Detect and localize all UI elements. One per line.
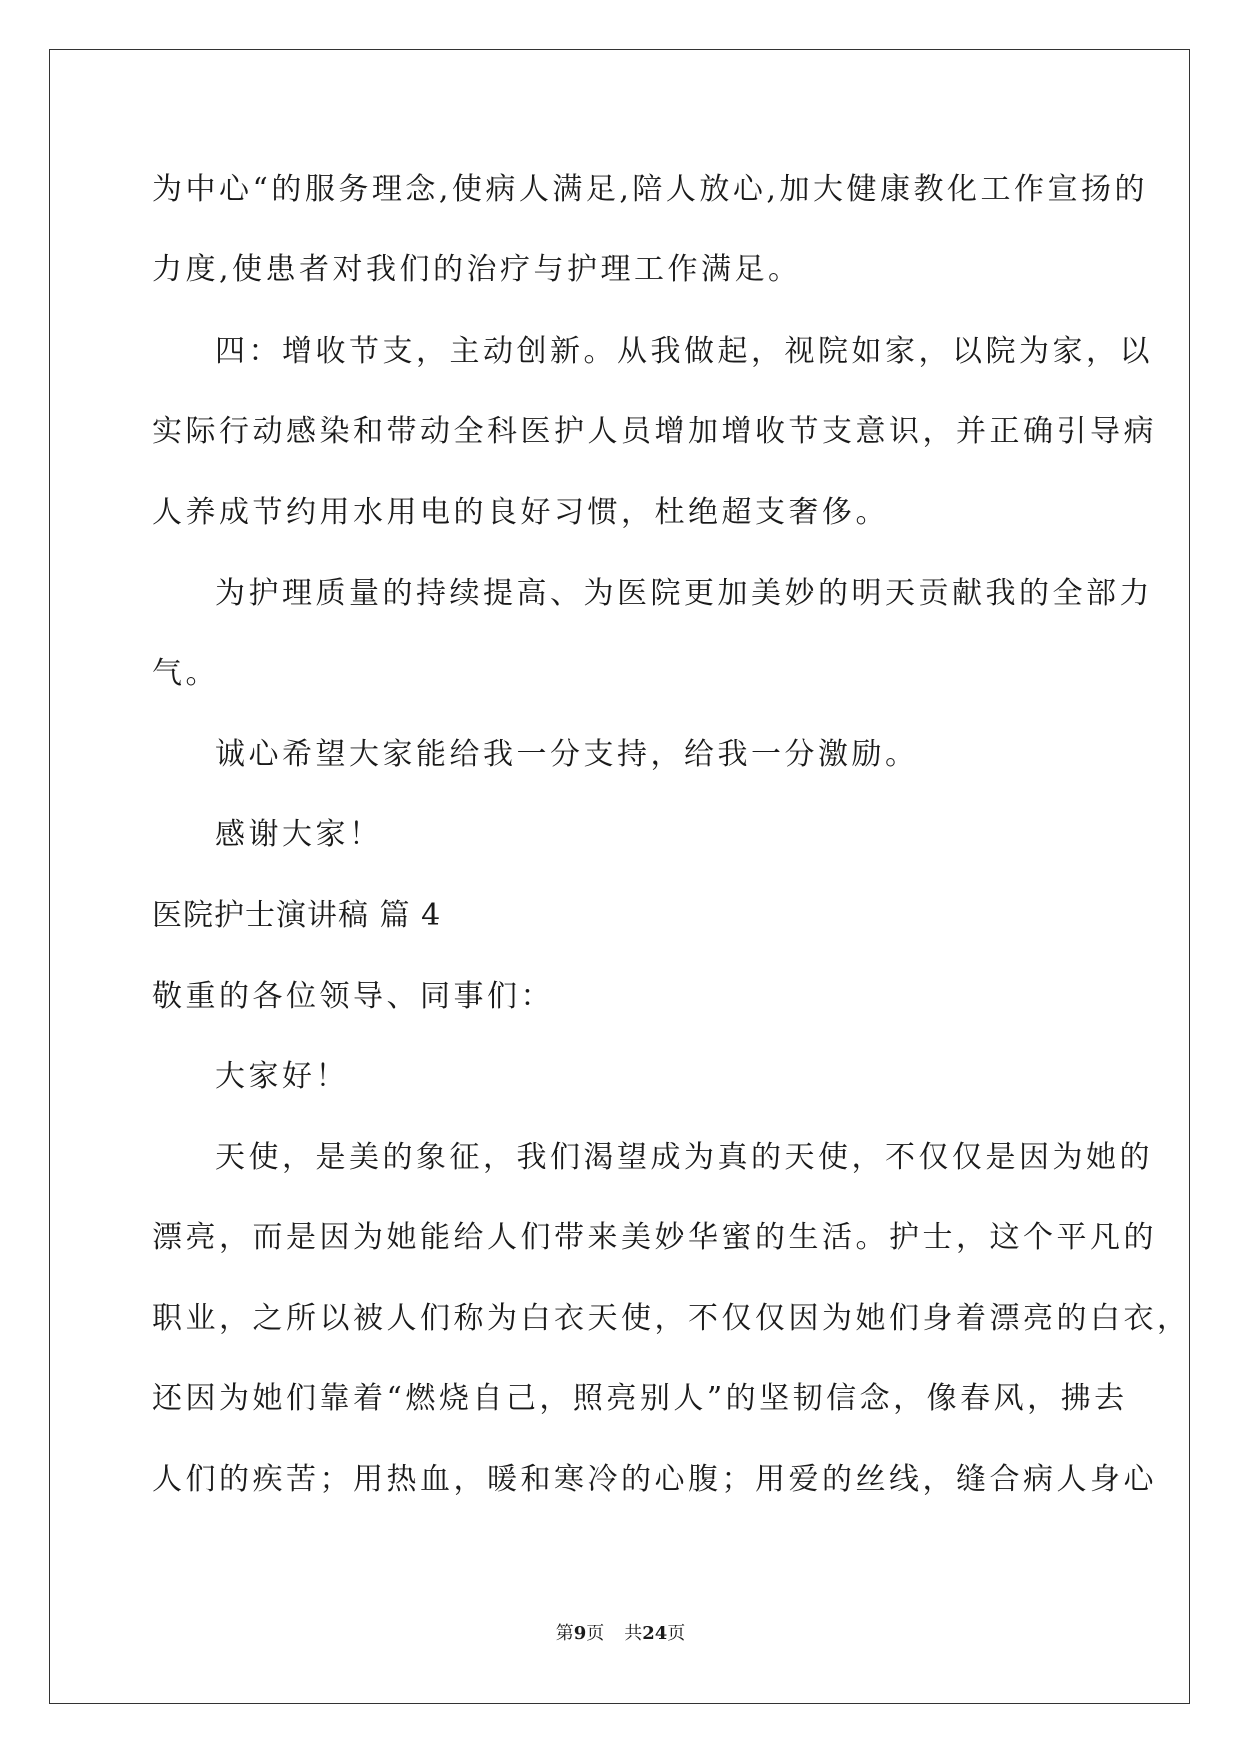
footer-prefix: 第	[555, 1623, 574, 1644]
footer-total-prefix: 共	[624, 1623, 643, 1644]
section-heading: 医院护士演讲稿 篇 4	[152, 898, 442, 933]
salutation: 敬重的各位领导、同事们：	[152, 979, 554, 1014]
text-line: 为护理质量的持续提高、为医院更加美妙的明天贡献我的全部力	[215, 576, 1153, 611]
text-line: 漂亮，而是因为她能给人们带来美妙华蜜的生活。护士，这个平凡的	[152, 1220, 1157, 1255]
text-line: 职业，之所以被人们称为白衣天使，不仅仅因为她们身着漂亮的白衣，	[152, 1301, 1191, 1336]
footer-total-suffix: 页	[667, 1623, 686, 1644]
text-line: 四：增收节支，主动创新。从我做起，视院如家，以院为家，以	[215, 334, 1153, 369]
text-line: 实际行动感染和带动全科医护人员增加增收节支意识，并正确引导病	[152, 414, 1157, 449]
text-line: 人养成节约用水用电的良好习惯，杜绝超支奢侈。	[152, 495, 889, 530]
text-line: 诚心希望大家能给我一分支持，给我一分激励。	[215, 737, 919, 772]
text-line: 气。	[152, 656, 219, 691]
page-number: 9	[573, 1623, 587, 1644]
total-pages: 24	[642, 1623, 668, 1644]
page-border	[49, 49, 1190, 1704]
page-footer	[0, 1622, 1241, 1646]
text-line: 天使，是美的象征，我们渴望成为真的天使，不仅仅是因为她的	[215, 1140, 1153, 1175]
text-line: 还因为她们靠着“燃烧自己，照亮别人”的坚韧信念，像春风，拂去	[152, 1381, 1128, 1416]
greeting: 大家好！	[215, 1059, 349, 1094]
text-line: 人们的疾苦；用热血，暖和寒冷的心腹；用爱的丝线，缝合病人身心	[152, 1462, 1157, 1497]
text-line: 感谢大家！	[215, 817, 383, 852]
footer-page-suffix: 页	[586, 1623, 605, 1644]
text-line: 为中心“的服务理念,使病人满足,陪人放心,加大健康教化工作宣扬的	[152, 172, 1148, 207]
text-line: 力度,使患者对我们的治疗与护理工作满足。	[152, 252, 802, 287]
